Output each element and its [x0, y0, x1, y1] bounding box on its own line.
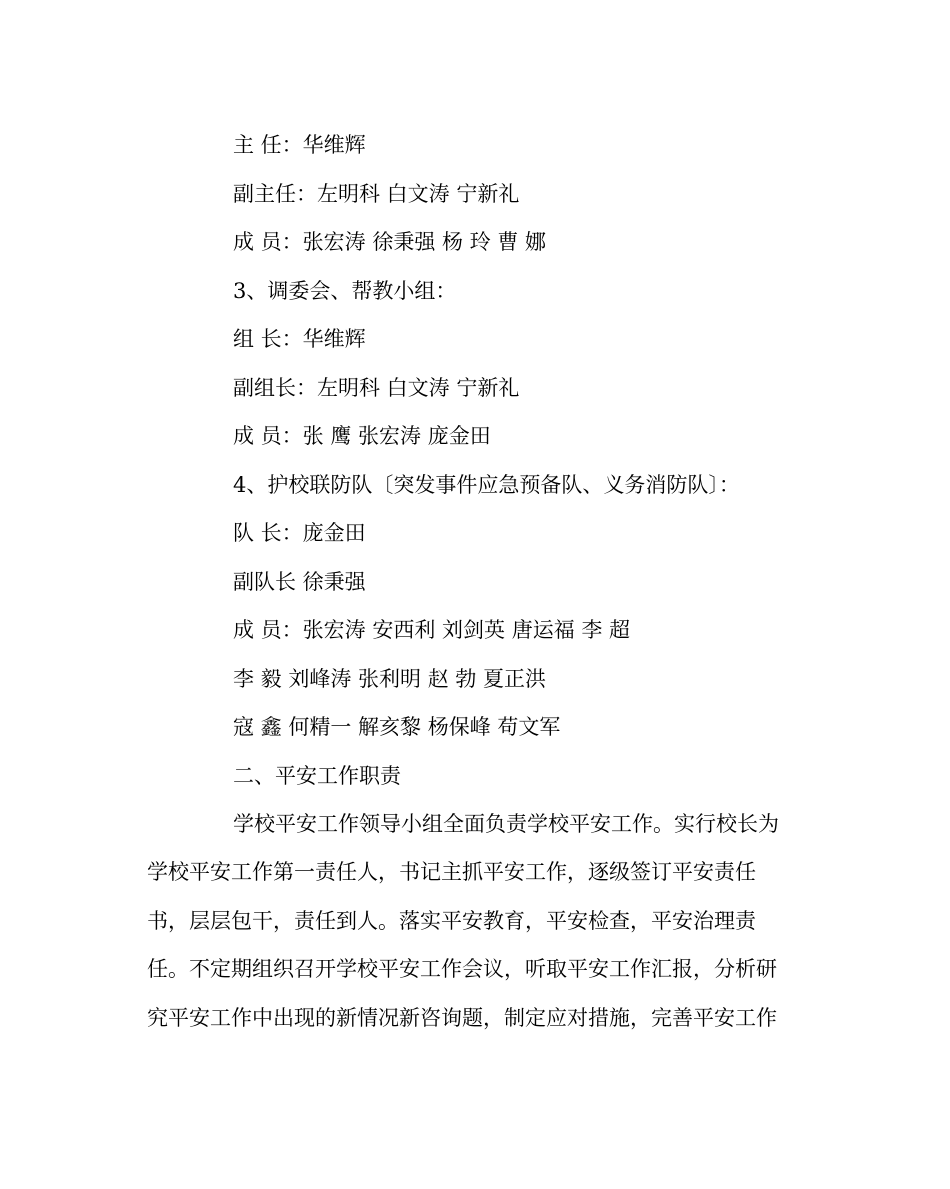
- paragraph-line: 任。不定期组织召开学校平安工作会议，听取平安工作汇报，分析研: [147, 957, 777, 981]
- text-line: 队 长：庞金田: [233, 521, 366, 545]
- text-line: 成 员：张宏涛 徐秉强 杨 玲 曹 娜: [233, 230, 547, 254]
- section-heading: 二、平安工作职责: [233, 764, 401, 788]
- text-line: 副组长：左明科 白文涛 宁新礼: [233, 376, 520, 400]
- text-line: 李 毅 刘峰涛 张利明 赵 勃 夏正洪: [233, 667, 547, 691]
- section-heading: 4、护校联防队〔突发事件应急预备队、义务消防队〕：: [233, 473, 740, 497]
- section-heading: 3、调委会、帮教小组：: [233, 279, 457, 303]
- text-line: 主 任：华维辉: [233, 133, 366, 157]
- text-line: 组 长：华维辉: [233, 327, 366, 351]
- paragraph-line: 究平安工作中出现的新情况新咨询题，制定应对措施，完善平安工作: [147, 1006, 777, 1030]
- paragraph-line: 书，层层包干，责任到人。落实平安教育，平安检查，平安治理责: [147, 909, 756, 933]
- text-line: 副主任：左明科 白文涛 宁新礼: [233, 182, 520, 206]
- paragraph-line: 学校平安工作领导小组全面负责学校平安工作。实行校长为: [233, 812, 779, 836]
- text-line: 寇 鑫 何精一 解亥黎 杨保峰 苟文军: [233, 715, 561, 739]
- text-line: 副队长 徐秉强: [233, 570, 366, 594]
- text-line: 成 员：张 鹰 张宏涛 庞金田: [233, 424, 491, 448]
- paragraph-line: 学校平安工作第一责任人，书记主抓平安工作，逐级签订平安责任: [147, 860, 756, 884]
- text-line: 成 员：张宏涛 安西利 刘剑英 唐运福 李 超: [233, 618, 631, 642]
